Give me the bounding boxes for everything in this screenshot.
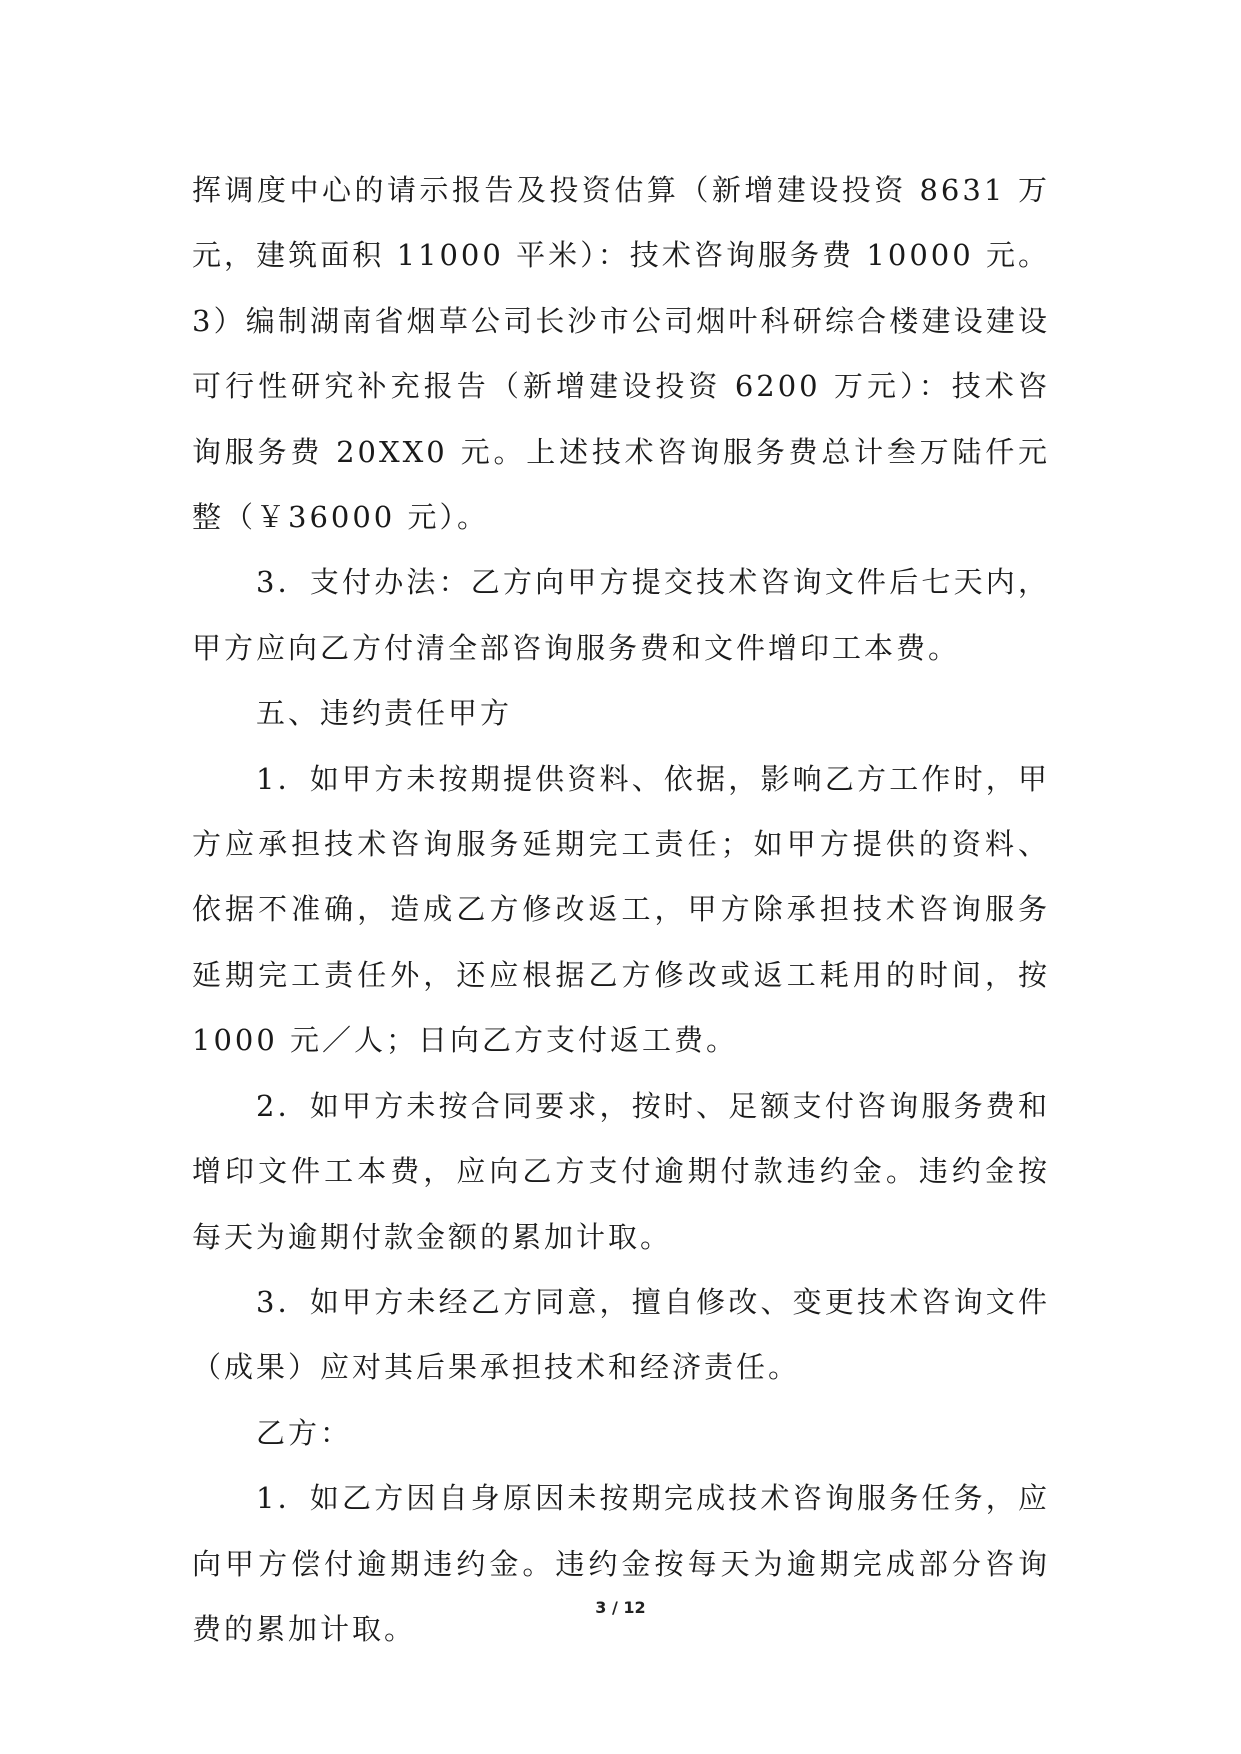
paragraph-continued-fees: 挥调度中心的请示报告及投资估算（新增建设投资 8631 万元，建筑面积 11000 平米）：技术咨询服务费 10000 元。3）编制湖南省烟草公司长沙市公司烟叶科研综合楼建设建设可行性研究补充报告（新增建设投资 6200 万元）：技术咨询服务费 20XX0 元。上述技术咨询服务费总计叁万陆仟元整（￥36000 元）。 (192, 173, 1050, 535)
subheading-party-b: 乙方： (256, 1415, 353, 1450)
paragraph-party-b-clause-1: 1．如乙方因自身原因未按期完成技术咨询服务任务，应向甲方偿付逾期违约金。违约金按每天为逾期完成部分咨询费的累加计取。 (192, 1481, 1050, 1646)
paragraph-party-a-clause-3: 3．如甲方未经乙方同意，擅自修改、变更技术咨询文件（成果）应对其后果承担技术和经济责任。 (192, 1284, 1050, 1385)
paragraph-payment-method: 3．支付办法：乙方向甲方提交技术咨询文件后七天内，甲方应向乙方付清全部咨询服务费和文件增印工本费。 (192, 565, 1050, 665)
page-number: 3 / 12 (595, 1598, 646, 1617)
section-heading-liability-party-a: 五、违约责任甲方 (256, 696, 513, 731)
paragraph-party-a-clause-1: 1．如甲方未按期提供资料、依据，影响乙方工作时，甲方应承担技术咨询服务延期完工责任；如甲方提供的资料、依据不准确，造成乙方修改返工，甲方除承担技术咨询服务延期完工责任外，还应根据乙方修改或返工耗用的时间，按 1000 元／人；日向乙方支付返工费。 (192, 761, 1050, 1058)
paragraph-party-a-clause-2: 2．如甲方未按合同要求，按时、足额支付咨询服务费和增印文件工本费，应向乙方支付逾期付款违约金。违约金按每天为逾期付款金额的累加计取。 (192, 1088, 1050, 1254)
document-body (192, 158, 1050, 1662)
